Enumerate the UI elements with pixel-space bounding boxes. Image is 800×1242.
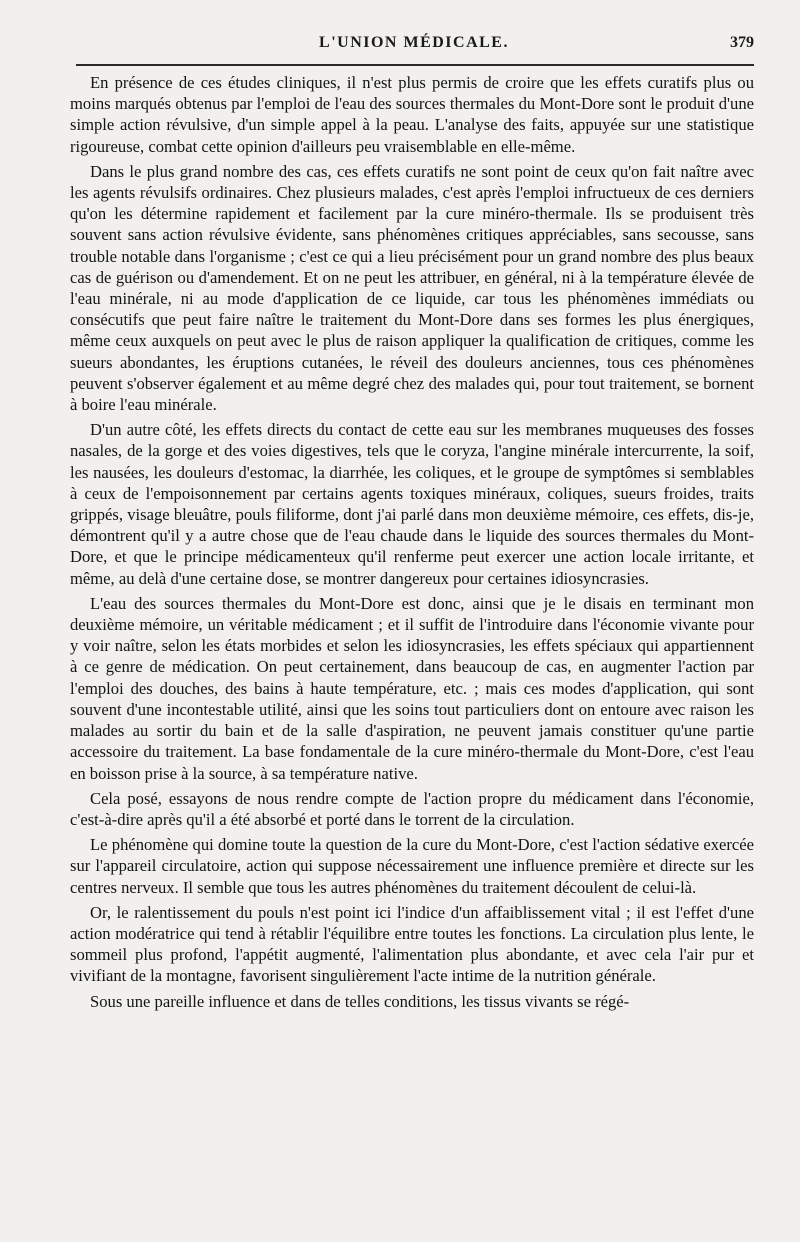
paragraph: Dans le plus grand nombre des cas, ces effets curatifs ne sont point de ceux qu'on fait naître avec les agents révulsifs ordinaires. Chez plusieurs malades, c'est après l'emploi infructueux de ces derniers qu'on les détermine rapidement et facilement par la cure minéro-thermale. Ils se produisent très souvent sans action révulsive évidente, sans phénomènes critiques appréciables, sans secousse, sans trouble notable dans l'organisme ; c'est ce qui a lieu précisément pour un grand nombre des plus beaux cas de guérison ou d'amendement. Et on ne peut les attribuer, en général, ni à la température élevée de l'eau minérale, ni au mode d'application de ce liquide, car tous les phénomènes immédiats ou consécutifs que peut faire naître le traitement du Mont-Dore dans ses formes les plus énergiques, même ceux auxquels on peut avec le plus de raison appliquer la qualification de critiques, comme les sueurs abondantes, les éruptions cutanées, le réveil des douleurs anciennes, tous ces phénomènes peuvent s'observer également et au même degré chez des malades qui, pour tout traitement, se bornent à boire l'eau minérale. (70, 161, 754, 415)
paragraph: Or, le ralentissement du pouls n'est point ici l'indice d'un affaiblissement vital ; il est l'effet d'une action modératrice qui tend à rétablir l'équilibre entre toutes les fonctions. La circulation plus lente, le sommeil plus profond, l'appétit augmenté, l'alimentation plus abondante, et avec cela l'air pur et vivifiant de la montagne, favorisent singulièrement l'acte intime de la nutrition générale. (70, 902, 754, 986)
page-header (74, 32, 754, 60)
paragraph: D'un autre côté, les effets directs du contact de cette eau sur les membranes muqueuses des fosses nasales, de la gorge et des voies digestives, tels que le coryza, l'angine minérale intercurrente, la soif, les nausées, les douleurs d'estomac, la diarrhée, les coliques, et le groupe de symptômes si semblables à ceux de l'empoisonnement par certains agents toxiques minéraux, coliques, sueurs froides, traits grippés, visage bleuâtre, pouls filiforme, dont j'ai parlé dans mon deuxième mémoire, ces effets, dis-je, démontrent qu'il y a autre chose que de l'eau chaude dans le liquide des sources thermales du Mont-Dore, et que le principe médicamenteux qu'il renferme peut exercer une action locale irritante, et même, au delà d'une certaine dose, se montrer dangereux pour certaines idiosyncrasies. (70, 420, 754, 588)
running-title: L'UNION MÉDICALE. (319, 34, 509, 51)
paragraph: L'eau des sources thermales du Mont-Dore est donc, ainsi que je le disais en terminant mon deuxième mémoire, un véritable médicament ; et il suffit de l'introduire dans l'économie vivante pour y voir naître, selon les états morbides et selon les idiosyncrasies, les effets spéciaux qui appartiennent à ce genre de médication. On peut certainement, dans beaucoup de cas, en augmenter l'action par l'emploi des douches, des bains à haute température, etc. ; mais ces modes d'application, qui sont souvent d'une incontestable utilité, ainsi que les soins tout particuliers dont on entoure avec raison les malades au sortir du bain et de la salle d'aspiration, ne peuvent jamais constituer qu'une partie accessoire du traitement. La base fondamentale de la cure minéro-thermale du Mont-Dore, c'est l'eau en boisson prise à la source, à sa température native. (70, 593, 754, 783)
paragraph: Le phénomène qui domine toute la question de la cure du Mont-Dore, c'est l'action sédative exercée sur l'appareil circulatoire, action qui suppose nécessairement une influence première et directe sur les centres nerveux. Il semble que tous les autres phénomènes du traitement découlent de celui-là. (70, 835, 754, 897)
header-rule (76, 64, 754, 66)
paragraph: Sous une pareille influence et dans de telles conditions, les tissus vivants se régé- (90, 991, 630, 1011)
page-number: 379 (730, 34, 754, 51)
body-text (70, 72, 754, 1012)
paragraph: Cela posé, essayons de nous rendre compte de l'action propre du médicament dans l'économie, c'est-à-dire après qu'il a été absorbé et porté dans le torrent de la circulation. (70, 788, 754, 829)
paragraph: En présence de ces études cliniques, il n'est plus permis de croire que les effets curatifs plus ou moins marqués obtenus par l'emploi de l'eau des sources thermales du Mont-Dore sont le produit d'une simple action révulsive, d'un simple appel à la peau. L'analyse des faits, appuyée sur une statistique rigoureuse, combat cette opinion d'ailleurs peu vraisemblable en elle-même. (70, 73, 754, 156)
